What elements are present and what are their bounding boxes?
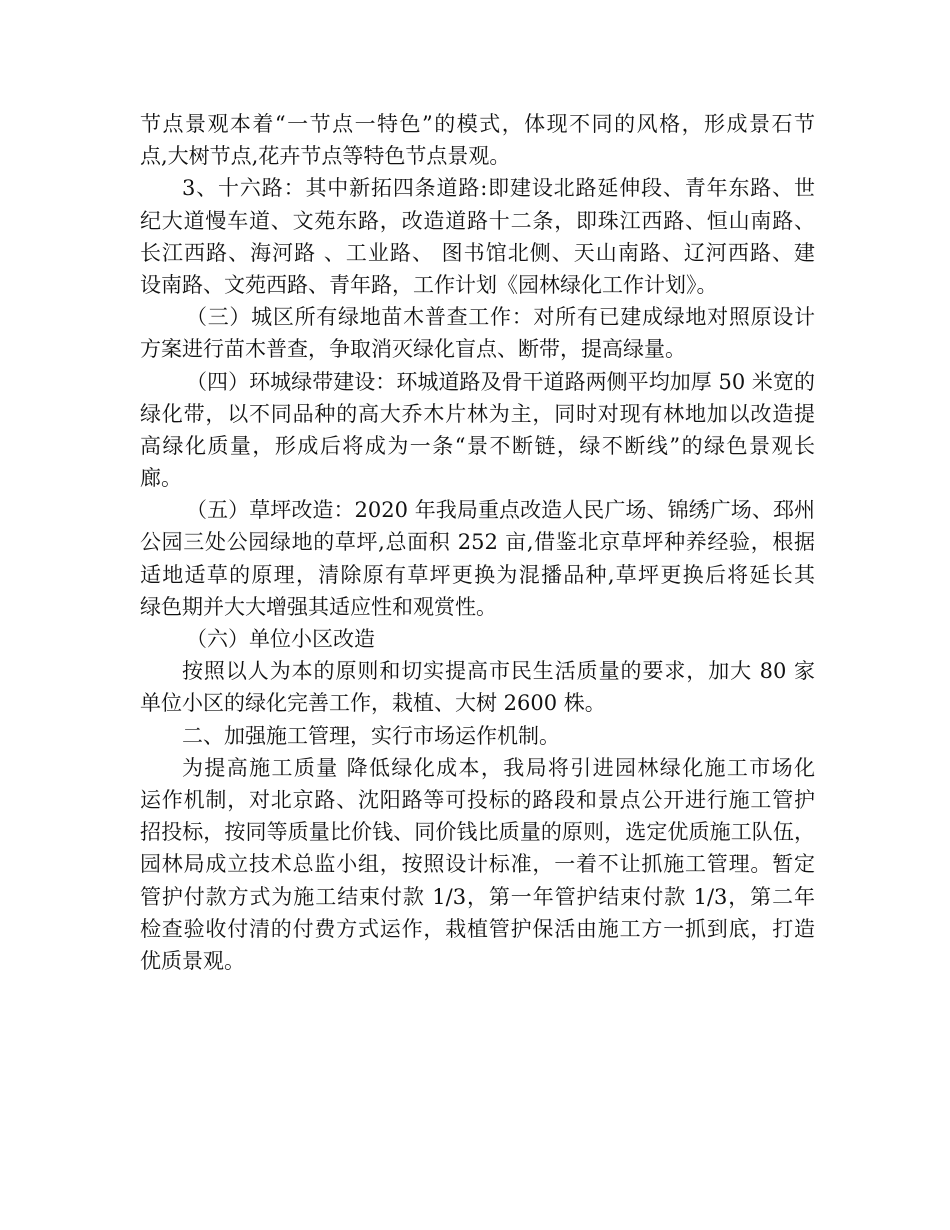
- text-line: 按照以人为本的原则和切实提高市民生活质量的要求，加大 80 家: [182, 659, 815, 684]
- text-line: 管护付款方式为施工结束付款 1/3，第一年管护结束付款 1/3，第二年: [140, 884, 815, 909]
- text-line: 绿色期并大大增强其适应性和观赏性。: [140, 594, 497, 619]
- text-line: 适地适草的原理，清除原有草坪更换为混播品种,草坪更换后将延长其: [140, 562, 815, 587]
- text-line: 长江西路、海河路 、工业路、 图书馆北侧、天山南路、辽河西路、建: [140, 240, 815, 265]
- text-line: 园林局成立技术总监小组，按照设计标准，一着不让抓施工管理。暂定: [140, 852, 815, 877]
- document-page: [140, 108, 815, 977]
- text-line: 单位小区的绿化完善工作，栽植、大树 2600 株。: [140, 691, 606, 716]
- text-line: 设南路、文苑西路、青年路，工作计划《园林绿化工作计划》。: [140, 272, 718, 297]
- text-line: 高绿化质量，形成后将成为一条“景不断链，绿不断线”的绿色景观长: [140, 433, 815, 458]
- text-line: 招投标，按同等质量比价钱、同价钱比质量的原则，选定优质施工队伍，: [140, 820, 815, 845]
- text-line: 节点景观本着“一节点一特色”的模式，体现不同的风格，形成景石节: [140, 112, 815, 136]
- text-line: 运作机制，对北京路、沈阳路等可投标的路段和景点公开进行施工管护: [140, 787, 815, 812]
- text-line: 检查验收付清的付费方式运作，栽植管护保活由施工方一抓到底，打造: [140, 916, 815, 941]
- text-line: （四）环城绿带建设：环城道路及骨干道路两侧平均加厚 50 米宽的: [186, 369, 815, 394]
- text-line: （三）城区所有绿地苗木普查工作：对所有已建成绿地对照原设计: [186, 305, 815, 330]
- text-line: 3、十六路：其中新拓四条道路:即建设北路延伸段、青年东路、世: [182, 176, 815, 201]
- text-line: 点,大树节点,花卉节点等特色节点景观。: [140, 144, 511, 169]
- text-line: 方案进行苗木普查，争取消灭绿化盲点、断带，提高绿量。: [140, 337, 686, 362]
- section-heading: 二、加强施工管理，实行市场运作机制。: [182, 723, 560, 748]
- text-line: 绿化带，以不同品种的高大乔木片林为主，同时对现有林地加以改造提: [140, 401, 815, 426]
- section-heading: （六）单位小区改造: [186, 627, 375, 651]
- text-line: 纪大道慢车道、文苑东路，改造道路十二条，即珠江西路、恒山南路、: [140, 208, 815, 233]
- text-line: 优质景观。: [140, 948, 245, 973]
- text-line: 廊。: [140, 466, 182, 491]
- text-line: 公园三处公园绿地的草坪,总面积 252 亩,借鉴北京草坪种养经验，根据: [140, 530, 815, 555]
- text-line: （五）草坪改造：2020 年我局重点改造人民广场、锦绣广场、邳州: [186, 498, 815, 523]
- text-line: 为提高施工质量 降低绿化成本，我局将引进园林绿化施工市场化: [182, 755, 815, 780]
